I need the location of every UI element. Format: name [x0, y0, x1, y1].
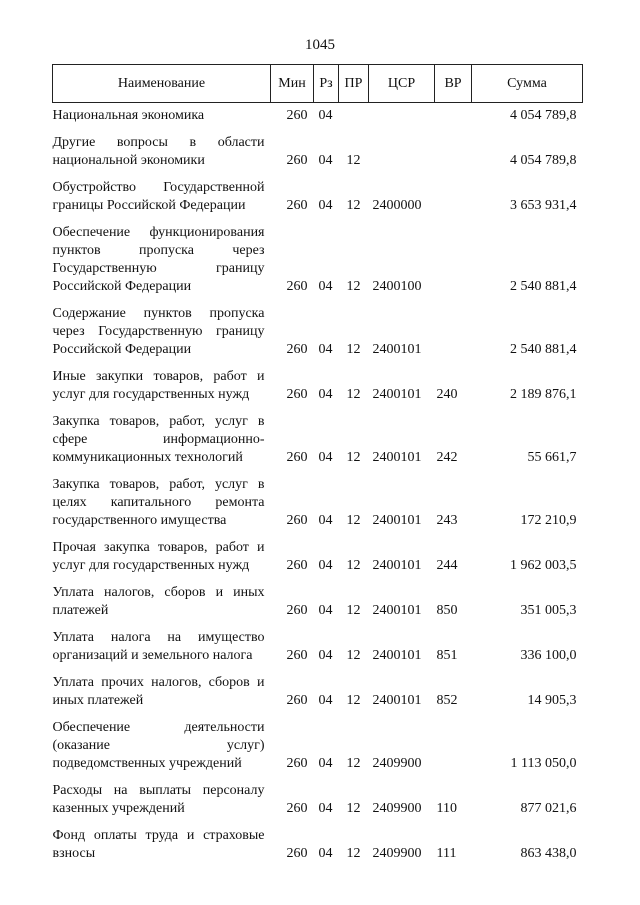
row-name: Обеспечение деятельности (оказание услуг) подведомственных учреждений	[52, 720, 265, 771]
row-name: Расходы на выплаты персоналу казенных учреждений	[52, 783, 265, 816]
header-vr: ВР	[435, 65, 472, 103]
row-sum: 877 021,6	[520, 801, 577, 816]
row-vr: 244	[436, 558, 458, 573]
row-rz: 04	[318, 279, 333, 294]
row-min: 260	[286, 108, 308, 123]
row-csr: 2400101	[372, 450, 422, 465]
row-rz: 04	[318, 801, 333, 816]
row-csr	[369, 103, 435, 131]
row-vr: 243	[436, 513, 458, 528]
row-csr: 2400101	[372, 603, 422, 618]
header-pr: ПР	[339, 65, 369, 103]
table-row	[53, 409, 583, 472]
row-rz: 04	[318, 450, 333, 465]
table-header	[53, 65, 583, 103]
row-name: Закупка товаров, работ, услуг в сфере информационно-коммуникационных технологий	[52, 414, 265, 465]
row-vr: 111	[436, 846, 457, 861]
header-min: Мин	[271, 65, 314, 103]
row-name: Иные закупки товаров, работ и услуг для государственных нужд	[52, 369, 265, 402]
row-sum: 2 189 876,1	[510, 387, 577, 402]
row-pr: 12	[346, 756, 361, 771]
row-pr: 12	[346, 342, 361, 357]
row-min: 260	[286, 387, 308, 402]
row-rz: 04	[318, 693, 333, 708]
row-csr: 2400101	[372, 558, 422, 573]
row-csr: 2400101	[372, 342, 422, 357]
row-pr: 12	[346, 846, 361, 861]
row-min: 260	[286, 846, 308, 861]
row-pr: 12	[346, 387, 361, 402]
row-rz: 04	[318, 603, 333, 618]
row-vr: 110	[436, 801, 457, 816]
row-sum: 2 540 881,4	[510, 279, 577, 294]
row-sum: 1 962 003,5	[510, 558, 577, 573]
table-row	[53, 364, 583, 409]
header-row	[53, 65, 583, 103]
row-name: Прочая закупка товаров, работ и услуг для государственных нужд	[52, 540, 265, 573]
row-csr	[369, 130, 435, 175]
row-sum: 863 438,0	[520, 846, 577, 861]
row-vr	[435, 130, 472, 175]
page-number: 1045	[305, 37, 335, 53]
table-row	[53, 472, 583, 535]
row-sum: 14 905,3	[527, 693, 577, 708]
row-min: 260	[286, 756, 308, 771]
header-sum: Сумма	[472, 65, 583, 103]
row-vr	[435, 301, 472, 364]
row-rz: 04	[318, 756, 333, 771]
row-name: Обустройство Государственной границы Российской Федерации	[52, 180, 265, 213]
header-rz: Рз	[314, 65, 339, 103]
row-vr	[435, 715, 472, 778]
row-csr: 2400101	[372, 513, 422, 528]
row-rz: 04	[318, 648, 333, 663]
header-name: Наименование	[53, 65, 271, 103]
row-min: 260	[286, 153, 308, 168]
row-rz: 04	[318, 153, 333, 168]
row-pr: 12	[346, 603, 361, 618]
row-csr: 2400100	[372, 279, 422, 294]
row-pr: 12	[346, 279, 361, 294]
table-row	[53, 130, 583, 175]
row-vr: 851	[436, 648, 458, 663]
row-pr: 12	[346, 648, 361, 663]
row-csr: 2409900	[372, 756, 422, 771]
table-row	[53, 301, 583, 364]
row-rz: 04	[318, 558, 333, 573]
row-name: Уплата налогов, сборов и иных платежей	[52, 585, 265, 618]
row-rz: 04	[318, 108, 333, 123]
row-csr: 2409900	[372, 801, 422, 816]
row-min: 260	[286, 603, 308, 618]
row-sum: 2 540 881,4	[510, 342, 577, 357]
table-row	[53, 535, 583, 580]
table-row	[53, 625, 583, 670]
row-sum: 351 005,3	[520, 603, 577, 618]
row-min: 260	[286, 648, 308, 663]
row-sum: 4 054 789,8	[510, 108, 577, 123]
row-vr: 850	[436, 603, 458, 618]
row-pr: 12	[346, 198, 361, 213]
row-csr: 2400101	[372, 387, 422, 402]
row-name: Уплата налога на имущество организаций и земельного налога	[52, 630, 265, 663]
row-min: 260	[286, 198, 308, 213]
row-min: 260	[286, 693, 308, 708]
row-sum: 4 054 789,8	[510, 153, 577, 168]
row-rz: 04	[318, 846, 333, 861]
row-rz: 04	[318, 198, 333, 213]
row-vr: 242	[436, 450, 458, 465]
table-row	[53, 823, 583, 868]
row-min: 260	[286, 342, 308, 357]
table-row	[53, 778, 583, 823]
row-min: 260	[286, 279, 308, 294]
row-vr	[435, 220, 472, 301]
row-pr: 12	[346, 450, 361, 465]
table-body	[53, 103, 583, 869]
row-name: Фонд оплаты труда и страховые взносы	[52, 828, 265, 861]
row-sum: 336 100,0	[520, 648, 577, 663]
table-row	[53, 580, 583, 625]
row-rz: 04	[318, 513, 333, 528]
row-csr: 2400101	[372, 648, 422, 663]
row-vr	[435, 175, 472, 220]
table-row	[53, 103, 583, 131]
row-rz: 04	[318, 387, 333, 402]
row-name: Содержание пунктов пропуска через Государственную границу Российской Федерации	[52, 306, 265, 357]
row-name: Национальная экономика	[52, 108, 205, 123]
row-rz: 04	[318, 342, 333, 357]
row-name: Закупка товаров, работ, услуг в целях капитального ремонта государственного имущества	[52, 477, 265, 528]
row-pr: 12	[346, 153, 361, 168]
row-min: 260	[286, 558, 308, 573]
row-pr: 12	[346, 558, 361, 573]
row-min: 260	[286, 801, 308, 816]
row-csr: 2400101	[372, 693, 422, 708]
table-row	[53, 175, 583, 220]
row-sum: 55 661,7	[527, 450, 577, 465]
table-row	[53, 670, 583, 715]
row-min: 260	[286, 450, 308, 465]
row-vr: 240	[436, 387, 458, 402]
row-name: Другие вопросы в области национальной экономики	[52, 135, 265, 168]
row-vr: 852	[436, 693, 458, 708]
table-row	[53, 220, 583, 301]
row-pr: 12	[346, 513, 361, 528]
row-pr	[339, 103, 369, 131]
row-vr	[435, 103, 472, 131]
header-csr: ЦСР	[369, 65, 435, 103]
row-csr: 2400000	[372, 198, 422, 213]
row-csr: 2409900	[372, 846, 422, 861]
row-min: 260	[286, 513, 308, 528]
row-name: Уплата прочих налогов, сборов и иных платежей	[52, 675, 265, 708]
row-pr: 12	[346, 801, 361, 816]
row-sum: 1 113 050,0	[510, 756, 577, 771]
row-sum: 172 210,9	[520, 513, 577, 528]
row-pr: 12	[346, 693, 361, 708]
table-row	[53, 715, 583, 778]
row-name: Обеспечение функционирования пунктов пропуска через Государственную границу Российской Федерации	[52, 225, 265, 294]
budget-table	[52, 64, 583, 868]
row-sum: 3 653 931,4	[510, 198, 577, 213]
